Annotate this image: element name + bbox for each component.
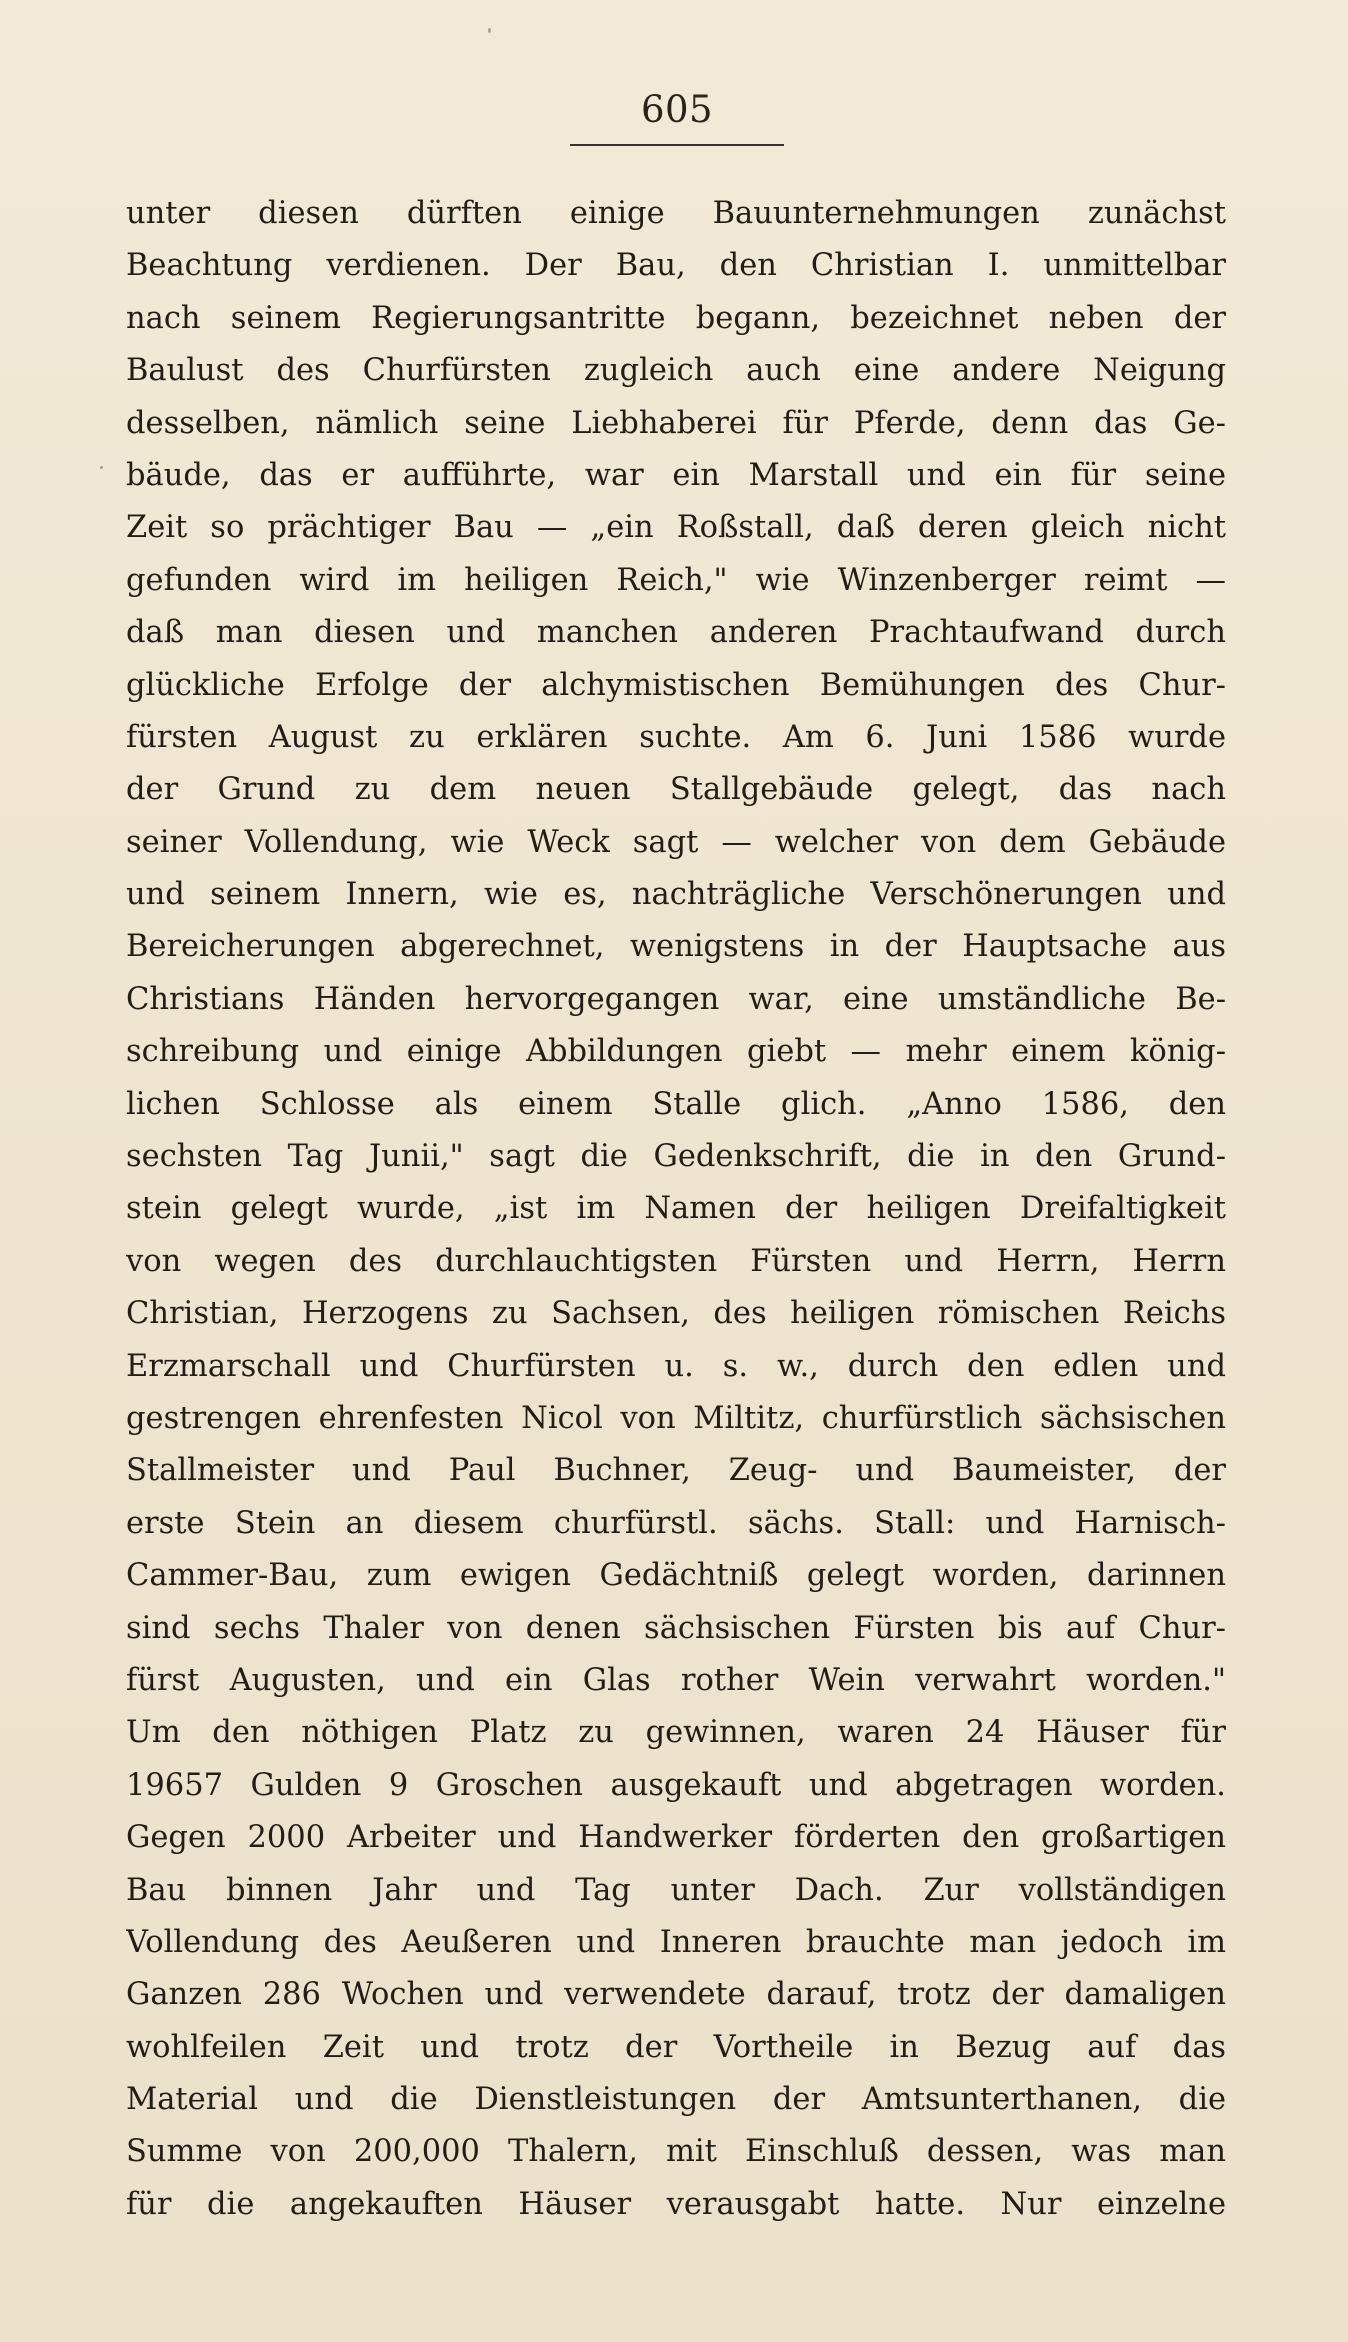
- text-line: stein gelegt wurde, „ist im Namen der heiligen Dreifaltigkeit: [126, 1191, 1226, 1227]
- text-line: Vollendung des Aeußeren und Inneren brauchte man jedoch im: [126, 1924, 1226, 1960]
- text-line: Gegen 2000 Arbeiter und Handwerker förderten den großartigen: [126, 1820, 1226, 1856]
- text-line: daß man diesen und manchen anderen Prachtaufwand durch: [126, 615, 1226, 651]
- body-text: [126, 188, 1226, 2231]
- text-line: schreibung und einige Abbildungen giebt — mehr einem könig-: [126, 1034, 1226, 1070]
- text-line: Cammer-Bau, zum ewigen Gedächtniß gelegt worden, darinnen: [126, 1558, 1226, 1594]
- text-line: Summe von 200,000 Thalern, mit Einschluß dessen, was man: [126, 2134, 1226, 2170]
- text-line: fürst Augusten, und ein Glas rother Wein verwahrt worden.": [126, 1662, 1226, 1698]
- text-line: 19657 Gulden 9 Groschen ausgekauft und abgetragen worden.: [126, 1767, 1226, 1803]
- text-line: bäude, das er aufführte, war ein Marstall und ein für seine: [126, 457, 1226, 493]
- text-line: wohlfeilen Zeit und trotz der Vortheile in Bezug auf das: [126, 2029, 1226, 2065]
- page-header: [570, 88, 784, 150]
- text-line: Material und die Dienstleistungen der Amtsunterthanen, die: [126, 2082, 1226, 2118]
- text-line: erste Stein an diesem churfürstl. sächs. Stall: und Harnisch-: [126, 1505, 1226, 1541]
- text-line: Ganzen 286 Wochen und verwendete darauf, trotz der damaligen: [126, 1977, 1226, 2013]
- text-line: Beachtung verdienen. Der Bau, den Christian I. unmittelbar: [126, 248, 1226, 284]
- text-line: Erzmarschall und Churfürsten u. s. w., durch den edlen und: [126, 1348, 1226, 1384]
- text-line: glückliche Erfolge der alchymistischen Bemühungen des Chur-: [126, 667, 1226, 703]
- text-line: Um den nöthigen Platz zu gewinnen, waren 24 Häuser für: [126, 1715, 1226, 1751]
- text-line: desselben, nämlich seine Liebhaberei für Pferde, denn das Ge-: [126, 405, 1226, 441]
- text-line: Baulust des Churfürsten zugleich auch eine andere Neigung: [126, 353, 1226, 389]
- text-line: lichen Schlosse als einem Stalle glich. „Anno 1586, den: [126, 1086, 1226, 1122]
- text-line: unter diesen dürften einige Bauunternehmungen zunächst: [126, 196, 1226, 231]
- text-line: fürsten August zu erklären suchte. Am 6. Juni 1586 wurde: [126, 719, 1226, 755]
- text-line: nach seinem Regierungsantritte begann, bezeichnet neben der: [126, 300, 1226, 336]
- text-line: Zeit so prächtiger Bau — „ein Roßstall, daß deren gleich nicht: [126, 510, 1226, 546]
- paper-speck: [100, 466, 103, 469]
- text-line: gestrengen ehrenfesten Nicol von Miltitz, churfürstlich sächsischen: [126, 1400, 1226, 1436]
- text-line: Christian, Herzogens zu Sachsen, des heiligen römischen Reichs: [126, 1296, 1226, 1332]
- paper-speck: [488, 28, 491, 33]
- text-line: für die angekauften Häuser verausgabt hatte. Nur einzelne: [126, 2186, 1226, 2222]
- text-line: der Grund zu dem neuen Stallgebäude gelegt, das nach: [126, 772, 1226, 808]
- text-line: und seinem Innern, wie es, nachträgliche Verschönerungen und: [126, 877, 1226, 913]
- text-line: sind sechs Thaler von denen sächsischen Fürsten bis auf Chur-: [126, 1610, 1226, 1646]
- text-line: seiner Vollendung, wie Weck sagt — welcher von dem Gebäude: [126, 824, 1226, 860]
- text-line: gefunden wird im heiligen Reich," wie Winzenberger reimt —: [126, 562, 1226, 598]
- page-number: 605: [640, 88, 714, 131]
- text-line: Christians Händen hervorgegangen war, eine umständliche Be-: [126, 981, 1226, 1017]
- text-line: von wegen des durchlauchtigsten Fürsten und Herrn, Herrn: [126, 1243, 1226, 1279]
- text-line: Stallmeister und Paul Buchner, Zeug- und Baumeister, der: [126, 1453, 1226, 1489]
- header-rule: [570, 144, 784, 146]
- text-line: Bereicherungen abgerechnet, wenigstens in der Hauptsache aus: [126, 929, 1226, 965]
- text-line: Bau binnen Jahr und Tag unter Dach. Zur vollständigen: [126, 1872, 1226, 1908]
- text-line: sechsten Tag Junii," sagt die Gedenkschrift, die in den Grund-: [126, 1139, 1226, 1175]
